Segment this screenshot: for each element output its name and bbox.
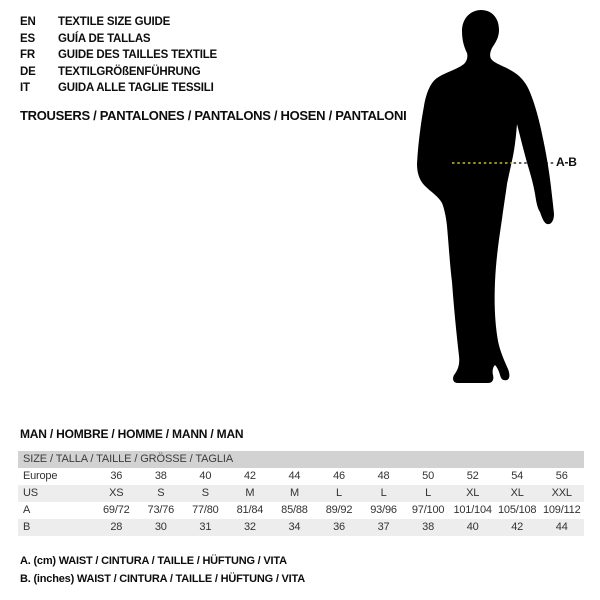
- size-cell: M: [245, 487, 255, 499]
- size-cell: S: [201, 487, 209, 499]
- language-row: [20, 47, 217, 64]
- size-cell: XL: [510, 487, 524, 499]
- size-figure: [403, 4, 583, 394]
- size-cell: 85/88: [281, 504, 308, 516]
- size-cell: 44: [288, 470, 301, 482]
- language-code: IT: [20, 82, 30, 95]
- language-code: FR: [20, 49, 35, 62]
- size-cell: L: [336, 487, 342, 499]
- footnote-b-inches: B. (inches) WAIST / CINTURA / TAILLE / HÜFTUNG / VITA: [20, 573, 305, 585]
- language-code: EN: [20, 16, 36, 29]
- size-cell: XL: [466, 487, 480, 499]
- size-table-header: SIZE / TALLA / TAILLE / GRÖSSE / TAGLIA: [18, 451, 584, 468]
- size-cell: 109/112: [542, 504, 581, 516]
- man-silhouette-shape: [417, 10, 554, 383]
- size-cell: 40: [466, 521, 479, 533]
- size-cell: XXL: [551, 487, 572, 499]
- size-cell: 77/80: [192, 504, 219, 516]
- size-cell: 52: [466, 470, 479, 482]
- language-label: GUÍA DE TALLAS: [58, 32, 151, 45]
- table-row-b-inches: [18, 519, 584, 536]
- language-label: GUIDE DES TAILLES TEXTILE: [58, 49, 217, 62]
- size-cell: 32: [243, 521, 256, 533]
- size-cell: 37: [377, 521, 390, 533]
- size-cell: 36: [110, 470, 123, 482]
- size-cell: 46: [333, 470, 345, 482]
- size-cell: 42: [511, 521, 524, 533]
- size-cell: 97/100: [411, 504, 445, 516]
- size-cell: 31: [199, 521, 212, 533]
- footnote-a-cm: A. (cm) WAIST / CINTURA / TAILLE / HÜFTUNG / VITA: [20, 555, 287, 567]
- size-cell: 54: [511, 470, 524, 482]
- language-code: ES: [20, 32, 35, 45]
- measure-label: A-B: [556, 155, 577, 169]
- size-cell: 101/104: [453, 504, 492, 516]
- size-table: [18, 451, 584, 536]
- size-cell: 73/76: [147, 504, 175, 516]
- language-label: GUIDA ALLE TAGLIE TESSILI: [58, 82, 214, 95]
- size-cell: 34: [288, 521, 301, 533]
- size-cell: 48: [377, 470, 390, 482]
- table-row-us: [18, 485, 584, 502]
- size-cell: M: [289, 487, 299, 499]
- language-row: [20, 14, 217, 31]
- size-cell: S: [157, 487, 165, 499]
- language-row: [20, 80, 217, 97]
- size-cell: 38: [154, 470, 167, 482]
- language-label: TEXTILE SIZE GUIDE: [58, 16, 171, 29]
- size-cell: 44: [555, 521, 568, 533]
- man-silhouette-icon: [403, 4, 583, 394]
- size-cell: 50: [422, 470, 434, 482]
- size-cell: XS: [109, 487, 124, 499]
- language-list: [20, 14, 217, 97]
- table-row-europe: [18, 468, 584, 485]
- garment-title: TROUSERS / PANTALONES / PANTALONS / HOSEN / PANTALONI: [20, 108, 407, 123]
- language-label: TEXTILGRÖßENFÜHRUNG: [58, 65, 201, 78]
- size-cell: 30: [154, 521, 167, 533]
- size-cell: 28: [110, 521, 123, 533]
- row-label: US: [23, 487, 38, 499]
- size-cell: 38: [422, 521, 434, 533]
- size-cell: 36: [333, 521, 345, 533]
- table-row-a-cm: [18, 502, 584, 519]
- size-cell: L: [425, 487, 432, 499]
- language-code: DE: [20, 65, 36, 78]
- row-label: A: [23, 504, 31, 516]
- row-label: Europe: [23, 470, 58, 482]
- size-cell: 69/72: [103, 504, 130, 516]
- size-cell: 81/84: [236, 504, 264, 516]
- size-cell: 42: [243, 470, 256, 482]
- language-row: [20, 64, 217, 81]
- section-title-man: MAN / HOMBRE / HOMME / MANN / MAN: [20, 427, 244, 441]
- row-label: B: [23, 521, 31, 533]
- size-cell: 93/96: [370, 504, 397, 516]
- language-row: [20, 31, 217, 48]
- size-cell: 56: [555, 470, 568, 482]
- size-cell: L: [380, 487, 387, 499]
- size-cell: 105/108: [497, 504, 537, 516]
- size-cell: 89/92: [325, 504, 353, 516]
- size-cell: 40: [199, 470, 212, 482]
